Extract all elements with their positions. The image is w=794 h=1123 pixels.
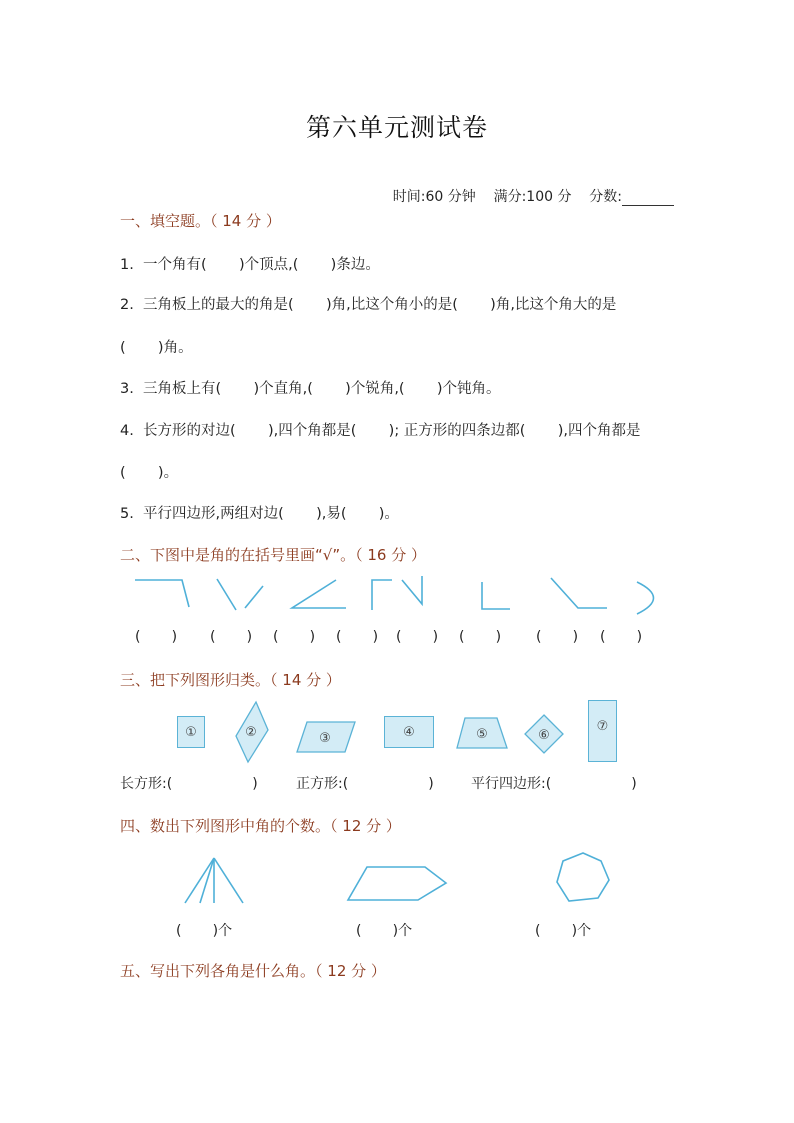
rectangle-answer[interactable]: 长方形:( )	[120, 776, 258, 792]
shape-2-label: ②	[245, 725, 257, 740]
shape-3-label: ③	[319, 731, 331, 746]
shape-6-square-rotated	[523, 713, 565, 755]
question-5: 5. 平行四边形,两组对边( ),易( )。	[120, 506, 399, 522]
question-2-line-2: ( )角。	[120, 340, 193, 356]
shape-4-label: ④	[403, 724, 415, 740]
figure-5	[482, 582, 510, 609]
question-2-line-1: 2. 三角板上的最大的角是( )角,比这个角小的是( )角,比这个角大的是	[120, 297, 617, 313]
section-2-paren-8[interactable]: ( )	[600, 629, 643, 645]
section-1-heading: 一、填空题。（ 14 分 ）	[120, 212, 281, 230]
shape-5-trapezoid	[455, 716, 509, 750]
section-2-paren-2[interactable]: ( )	[210, 629, 253, 645]
square-answer[interactable]: 正方形:( )	[296, 776, 434, 792]
shape-6-label: ⑥	[538, 728, 550, 743]
count-answer-3[interactable]: ( )个	[535, 923, 592, 939]
question-1: 1. 一个角有( )个顶点,( )条边。	[120, 257, 380, 273]
question-4-line-2: ( )。	[120, 465, 179, 481]
section-2-paren-3[interactable]: ( )	[273, 629, 316, 645]
figure-rays	[185, 858, 243, 903]
question-4-line-1: 4. 长方形的对边( ),四个角都是( ); 正方形的四条边都( ),四个角都是	[120, 423, 641, 439]
page-title: 第六单元测试卷	[305, 113, 488, 142]
section-3-heading: 三、把下列图形归类。（ 14 分 ）	[120, 671, 341, 689]
section-2-paren-1[interactable]: ( )	[135, 629, 178, 645]
count-angle-figures	[0, 845, 794, 910]
section-2-paren-5[interactable]: ( )	[396, 629, 439, 645]
section-2-paren-7[interactable]: ( )	[536, 629, 579, 645]
figure-6	[551, 578, 607, 608]
count-answer-2[interactable]: ( )个	[356, 923, 413, 939]
count-answer-1[interactable]: ( )个	[176, 923, 233, 939]
shape-7-rectangle	[588, 700, 617, 762]
section-4-heading: 四、数出下列图形中角的个数。（ 12 分 ）	[120, 817, 401, 835]
shape-7-label: ⑦	[596, 719, 609, 734]
full-score: 满分:100 分	[493, 189, 572, 205]
score-label: 分数:	[589, 189, 622, 205]
shape-1-square	[177, 716, 205, 748]
shape-3-parallelogram	[295, 720, 357, 754]
question-3: 3. 三角板上有( )个直角,( )个锐角,( )个钝角。	[120, 381, 501, 397]
exam-meta	[384, 170, 674, 206]
figure-4	[372, 576, 422, 610]
parallelogram-answer[interactable]: 平行四边形:( )	[471, 776, 637, 792]
figure-heptagon	[557, 853, 609, 901]
figure-1	[135, 580, 189, 607]
shape-1-label: ①	[185, 724, 197, 740]
section-2-paren-6[interactable]: ( )	[459, 629, 502, 645]
section-5-heading: 五、写出下列各角是什么角。（ 12 分 ）	[120, 962, 386, 980]
shape-5-label: ⑤	[476, 727, 488, 742]
angle-figures	[0, 570, 794, 620]
figure-3	[292, 580, 346, 608]
time-limit: 时间:60 分钟	[392, 189, 476, 205]
figure-pentagon	[348, 867, 446, 900]
shape-2-rhombus	[234, 700, 270, 764]
score-blank[interactable]	[622, 191, 674, 206]
shape-4-rectangle	[384, 716, 434, 748]
section-2-heading: 二、下图中是角的在括号里画“√”。（ 16 分 ）	[120, 546, 426, 564]
figure-7	[637, 582, 654, 614]
figure-2	[217, 579, 263, 610]
section-2-paren-4[interactable]: ( )	[336, 629, 379, 645]
